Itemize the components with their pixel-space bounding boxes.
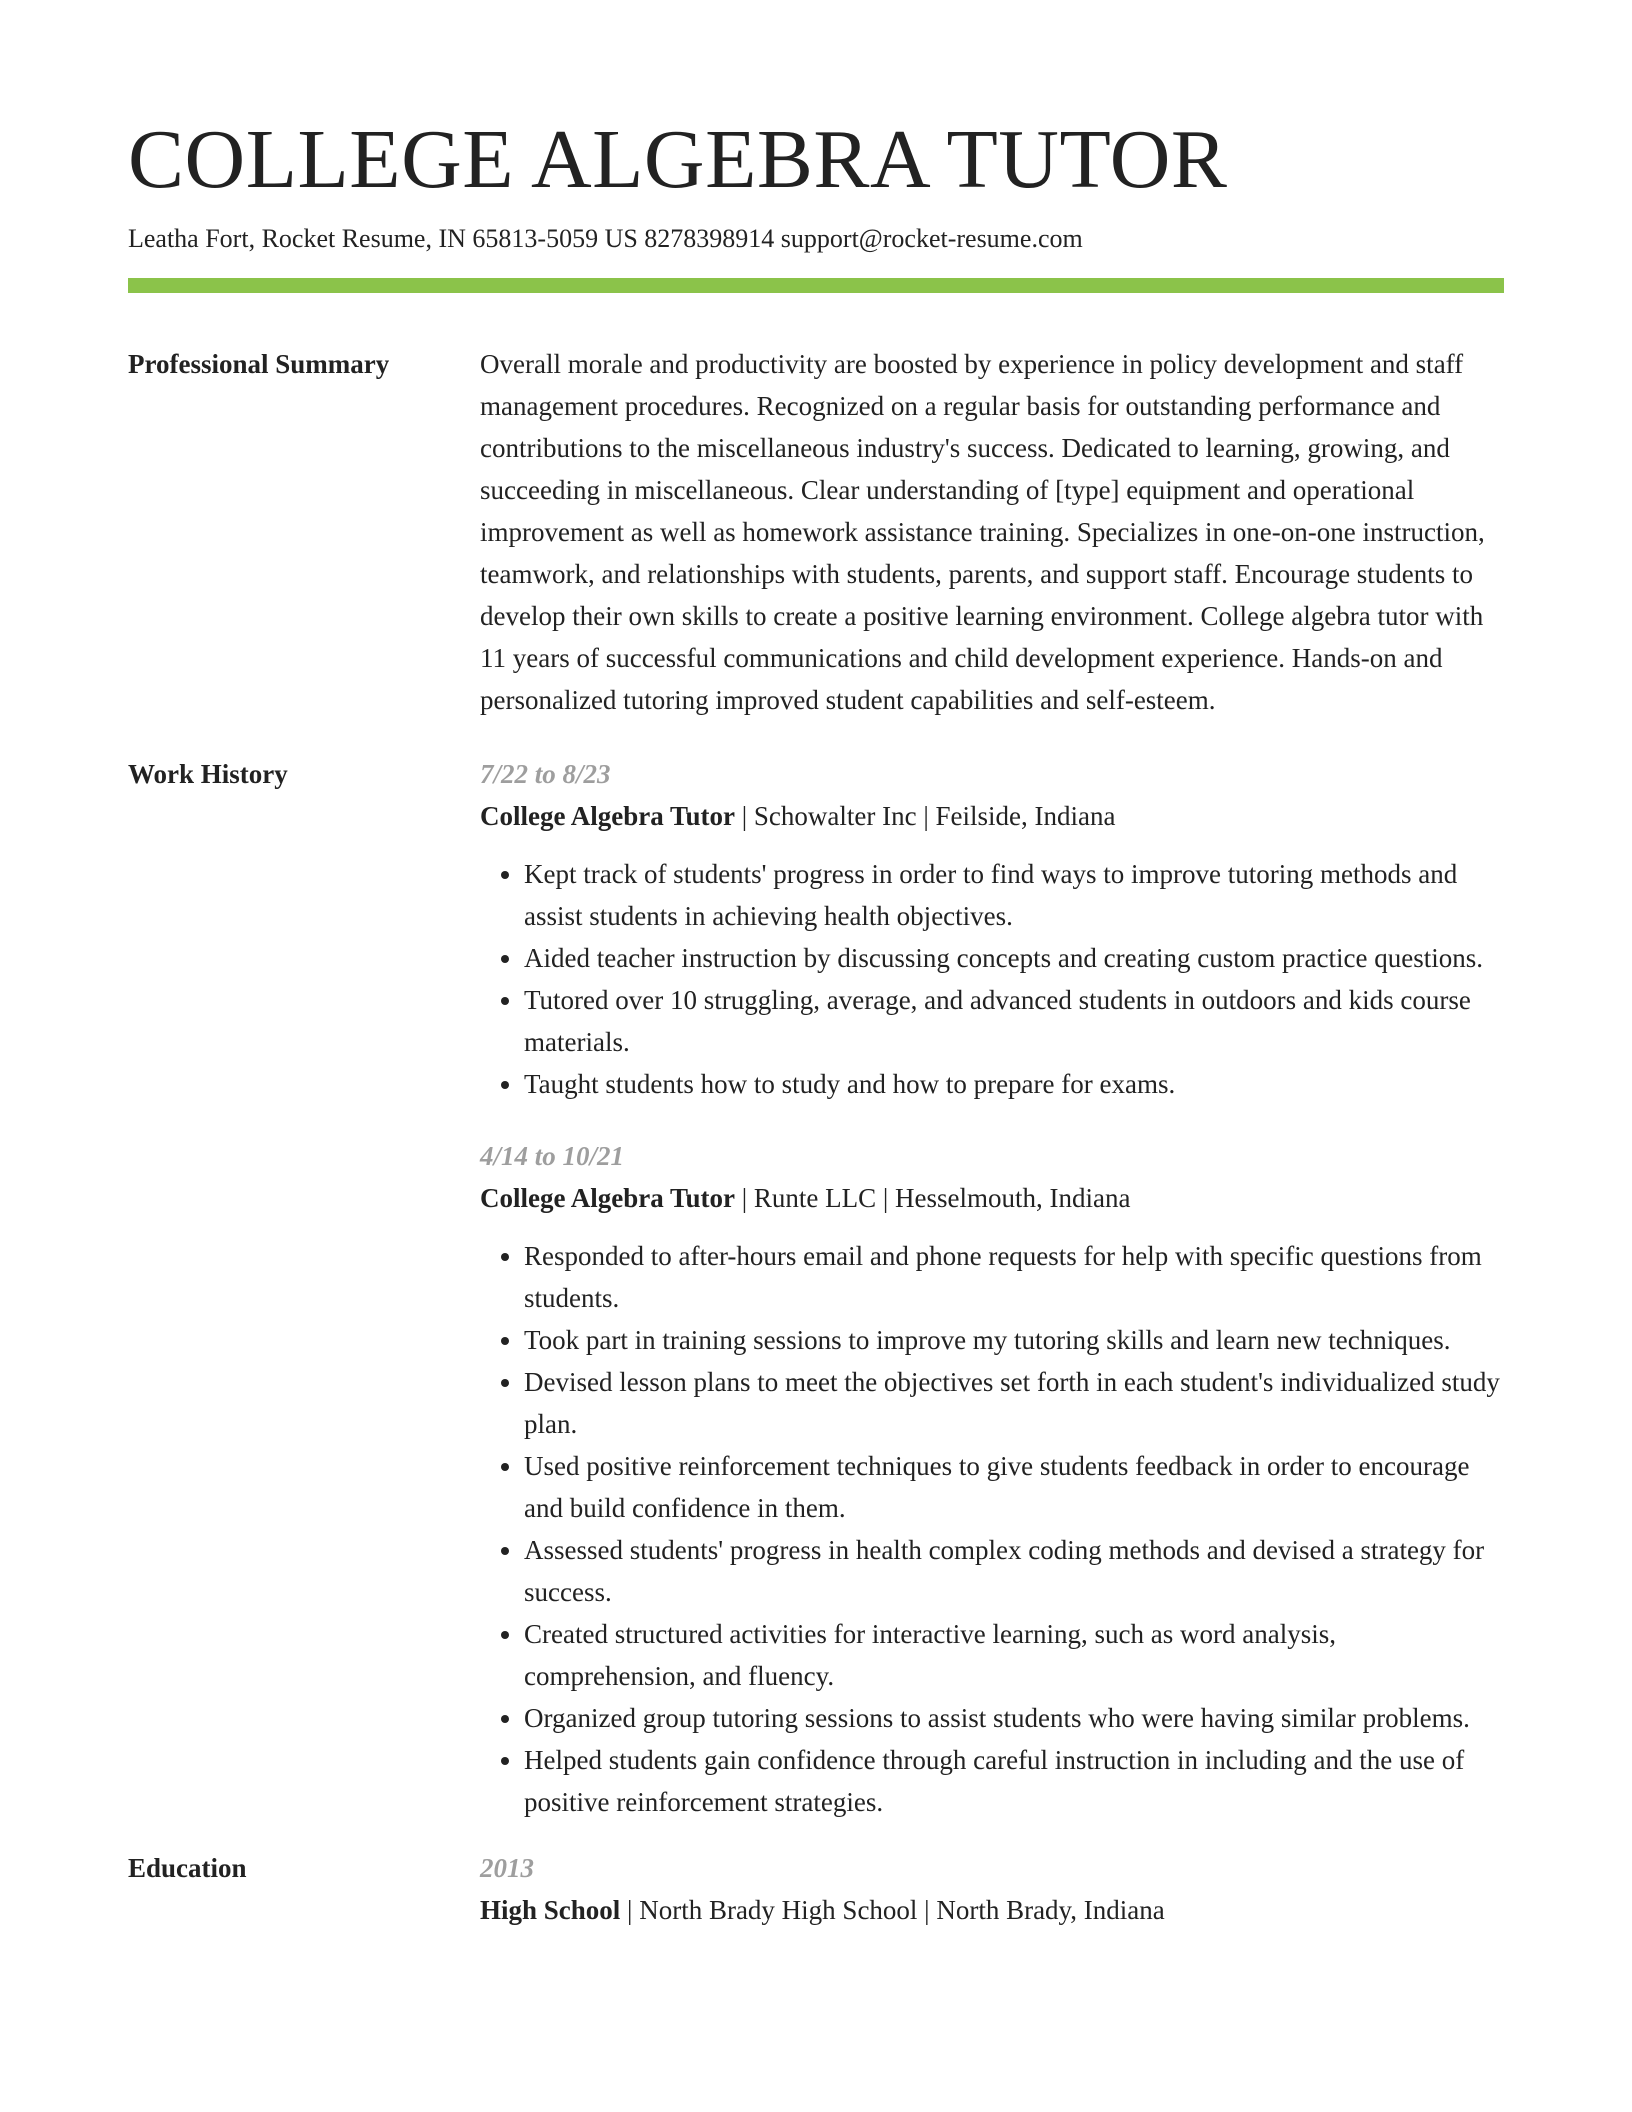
section-label-summary: Professional Summary [128, 348, 390, 379]
job-entry [480, 1135, 1504, 1823]
list-item: • Responded to after-hours email and phone requests for help with specific questions from students. [524, 1235, 1504, 1319]
list-item: • Used positive reinforcement techniques to give students feedback in order to encourage and build confidence in them. [524, 1445, 1504, 1529]
list-item: • Devised lesson plans to meet the objectives set forth in each student's individualized study plan. [524, 1361, 1504, 1445]
professional-summary-section [128, 343, 1504, 721]
education-heading [480, 1889, 1504, 1931]
summary-text: Overall morale and productivity are boosted by experience in policy development and staff management procedures. Recognized on a regular basis for outstanding performance and contributions to the miscellaneous industry's success. Dedicated to learning, growing, and succeeding in miscellaneous. Clear understanding of [type] equipment and operational improvement as well as homework assistance training. Specializes in one-on-one instruction, teamwork, and relationships with students, parents, and support staff. Encourage students to develop their own skills to create a positive learning environment. College algebra tutor with 11 years of successful communications and child development experience. Hands-on and personalized tutoring improved student capabilities and self-esteem. [480, 348, 1485, 715]
list-item: • Taught students how to study and how to prepare for exams. [524, 1063, 1504, 1105]
education-section [128, 1847, 1504, 1931]
list-item: • Kept track of students' progress in order to find ways to improve tutoring methods and assist students in achieving health objectives. [524, 853, 1504, 937]
list-item: • Organized group tutoring sessions to assist students who were having similar problems. [524, 1697, 1504, 1739]
job-details: | Runte LLC | Hesselmouth, Indiana [735, 1182, 1131, 1213]
job-dates: 4/14 to 10/21 [480, 1140, 625, 1171]
job-heading [480, 795, 1504, 837]
accent-divider [128, 278, 1504, 293]
contact-line: Leatha Fort, Rocket Resume, IN 65813-5059 US 8278398914 support@rocket-resume.com [128, 224, 1083, 253]
job-heading [480, 1177, 1504, 1219]
list-item: • Assessed students' progress in health complex coding methods and devised a strategy for success. [524, 1529, 1504, 1613]
work-history-section [128, 753, 1504, 1823]
education-body [480, 1847, 1504, 1931]
work-history-body [480, 753, 1504, 1823]
job-dates: 7/22 to 8/23 [480, 758, 611, 789]
list-item: • Helped students gain confidence through careful instruction in including and the use of positive reinforcement strategies. [524, 1739, 1504, 1823]
list-item: • Tutored over 10 struggling, average, and advanced students in outdoors and kids course materials. [524, 979, 1504, 1063]
education-year: 2013 [480, 1852, 534, 1883]
resume-page [128, 113, 1504, 1931]
job-bullets [480, 853, 1504, 1105]
job-title: College Algebra Tutor [480, 1182, 735, 1213]
job-details: | Schowalter Inc | Feilside, Indiana [735, 800, 1116, 831]
degree-title: High School [480, 1894, 621, 1925]
resume-title: COLLEGE ALGEBRA TUTOR [128, 113, 1228, 206]
education-details: | North Brady High School | North Brady, Indiana [620, 1894, 1165, 1925]
list-item: • Took part in training sessions to improve my tutoring skills and learn new techniques. [524, 1319, 1504, 1361]
section-label-work: Work History [128, 758, 288, 789]
job-bullets [480, 1235, 1504, 1823]
list-item: • Aided teacher instruction by discussing concepts and creating custom practice questions. [524, 937, 1504, 979]
list-item: • Created structured activities for interactive learning, such as word analysis, comprehension, and fluency. [524, 1613, 1504, 1697]
job-entry [480, 753, 1504, 1105]
section-label-education: Education [128, 1852, 247, 1883]
job-title: College Algebra Tutor [480, 800, 735, 831]
